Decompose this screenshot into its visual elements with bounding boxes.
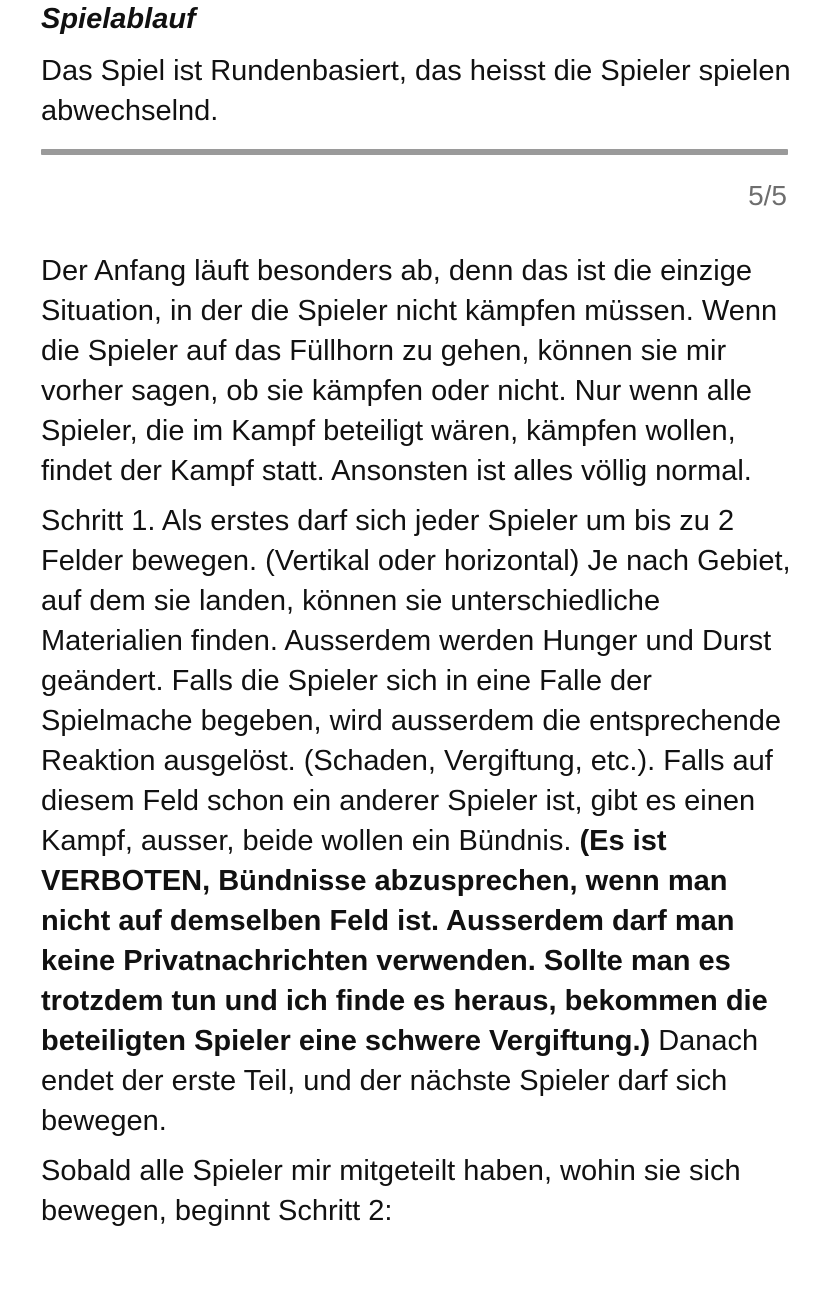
section-intro: Das Spiel ist Rundenbasiert, das heisst die Spieler spielen abwechselnd. [41, 55, 791, 127]
step-1-closing-text: Danach endet der erste Teil, und der nächste Spieler darf sich bewegen. [41, 1025, 759, 1137]
paragraph-step-1 [41, 501, 791, 1141]
section-heading: Spielablauf [41, 3, 196, 35]
paragraph-step-2-intro: Sobald alle Spieler mir mitgeteilt haben, wohin sie sich bewegen, beginnt Schritt 2: [41, 1155, 741, 1227]
paragraph-start-rules: Der Anfang läuft besonders ab, denn das ist die einzige Situation, in der die Spieler nicht kämpfen müssen. Wenn die Spieler auf das Füllhorn zu gehen, können sie mir vorher sagen, ob sie kämpfen oder nicht. Nur wenn alle Spieler, die im Kampf beteiligt wären, kämpfen wollen, findet der Kampf statt. Ansonsten ist alles völlig normal. [41, 255, 778, 487]
page-indicator: 5/5 [748, 180, 787, 211]
document-page [41, 0, 791, 1231]
section-divider [41, 149, 788, 155]
step-1-warning: (Es ist VERBOTEN, Bündnisse abzusprechen, wenn man nicht auf demselben Feld ist. Ausserdem darf man keine Privatnachrichten verwenden. Sollte man es trotzdem tun und ich finde es heraus, bekommen die beteiligten Spieler eine schwere Vergiftung.) [41, 825, 768, 1057]
step-1-text: Schritt 1. Als erstes darf sich jeder Spieler um bis zu 2 Felder bewegen. (Vertikal oder horizontal) Je nach Gebiet, auf dem sie landen, können sie unterschiedliche Materialien finden. Ausserdem werden Hunger und Durst geändert. Falls die Spieler sich in eine Falle der Spielmache begeben, wird ausserdem die entsprechende Reaktion ausgelöst. (Schaden, Vergiftung, etc.). Falls auf diesem Feld schon ein anderer Spieler ist, gibt es einen Kampf, ausser, beide wollen ein Bündnis. [41, 505, 791, 857]
